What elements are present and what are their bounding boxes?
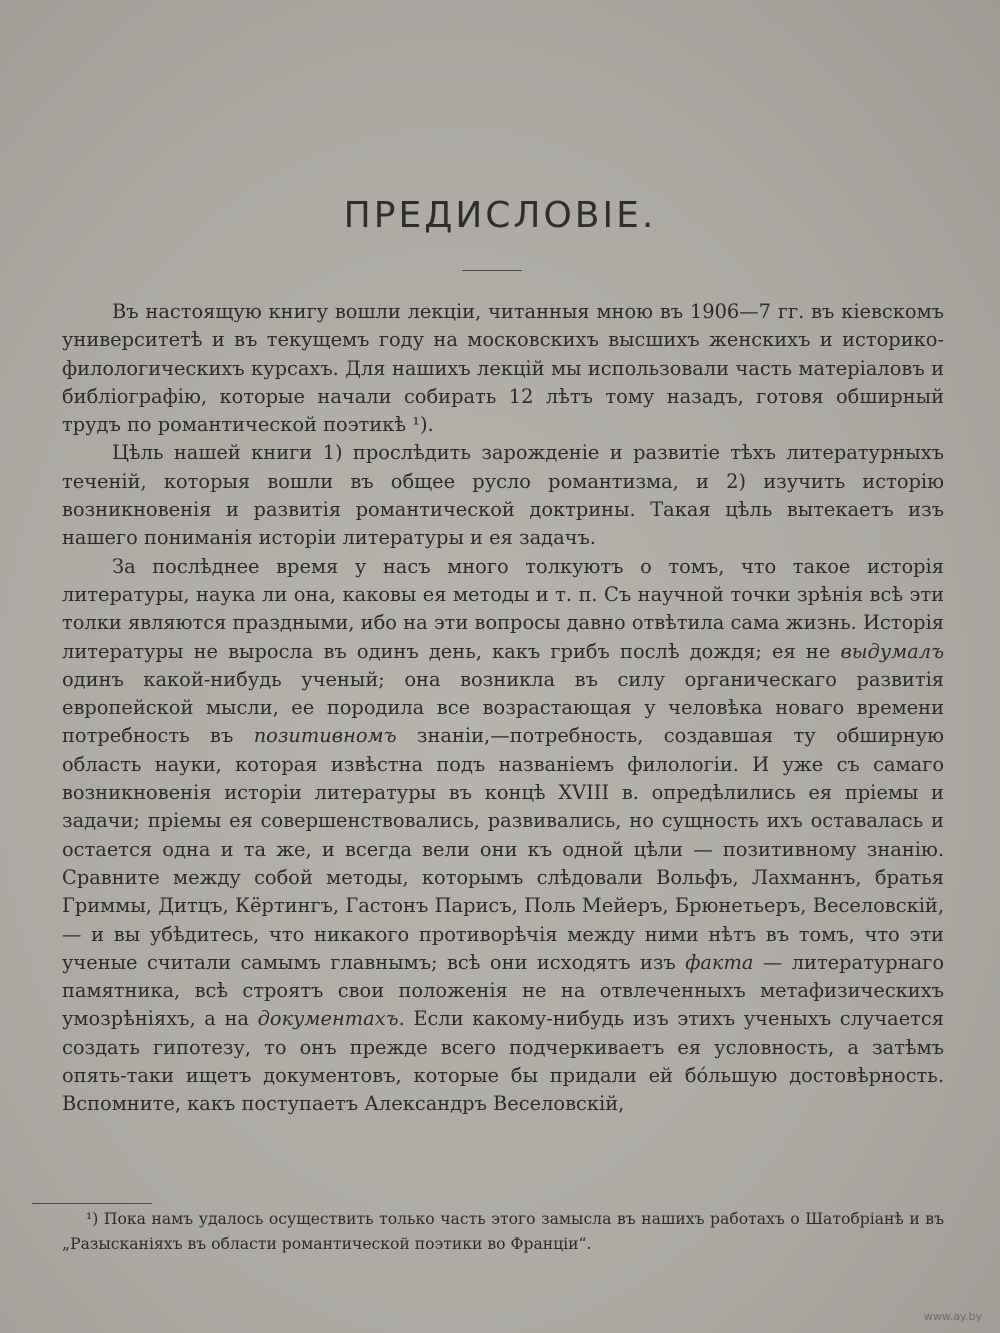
emphasis-dokumentakh: документахъ xyxy=(257,1007,399,1031)
main-text xyxy=(62,298,944,1119)
paragraph-3 xyxy=(62,553,944,1119)
paragraph-1: Въ настоящую книгу вошли лекціи, читанныя мною въ 1906—7 гг. въ кіевскомъ университетѣ и въ текущемъ году на московскихъ высшихъ женскихъ и историко-филологическихъ курсахъ. Для нашихъ лекцій мы использовали часть матеріаловъ и библіографію, которые начали собирать 12 лѣтъ тому назадъ, готовя обширный трудъ по романтической поэтикѣ ¹). xyxy=(62,300,944,437)
emphasis-fakta: факта xyxy=(685,950,754,974)
footnote: ¹) Пока намъ удалось осуществить только часть этого замысла въ нашихъ работахъ о Шатобріанѣ и въ „Разысканіяхъ въ области романтической поэтики во Франціи“. xyxy=(62,1210,944,1253)
paragraph-3-text-b: одинъ какой-нибудь ученый; она возникла въ силу органическаго развитія европейской мысли, ее породила все возрастающая у человѣка новаго времени потребность въ xyxy=(62,667,944,748)
emphasis-vydumal: выдумалъ xyxy=(840,639,944,663)
paragraph-2: Цѣль нашей книги 1) прослѣдить зарожденіе и развитіе тѣхъ литературныхъ теченій, которыя вошли въ общее русло романтизма, и 2) изучить исторію возникновенія и развитія романтической доктрины. Такая цѣль вытекаетъ изъ нашего пониманія исторіи литературы и ея задачъ. xyxy=(62,441,944,550)
watermark: www.ay.by xyxy=(923,1310,982,1323)
page-title: ПРЕДИСЛОВІЕ. xyxy=(343,195,657,236)
paragraph-3-text-d: — литературнаго памятника, всѣ строятъ свои положенія не на отвлеченныхъ метафизическихъ умозрѣніяхъ, а на xyxy=(62,950,944,1031)
paragraph-3-text-e: . Если какому-нибудь изъ этихъ ученыхъ случается создать гипотезу, то онъ прежде всего подчеркиваетъ ея условность, а затѣмъ опять-таки ищетъ документовъ, которые бы придали ей бо́льшую достовѣрность. Вспомните, какъ поступаетъ Александръ Веселовскій, xyxy=(62,1007,944,1116)
emphasis-pozitivnom: позитивномъ xyxy=(253,724,397,748)
paragraph-3-text-a: За послѣднее время у насъ много толкуютъ о томъ, что такое исторія литературы, наука ли она, каковы ея методы и т. п. Съ научной точки зрѣнія всѣ эти толки являются праздными, ибо на эти вопросы давно отвѣтила сама жизнь. Исторія литературы не выросла въ одинъ день, какъ грибъ послѣ дождя; ея не xyxy=(62,554,944,663)
paragraph-3-text-c: знаніи,—потребность, создавшая ту обширную область науки, которая извѣстна подъ названіемъ филологіи. И уже съ самаго возникновенія исторіи литературы въ концѣ XVIII в. опредѣлились ея пріемы и задачи; пріемы ея совершенствовались, развивались, но сущность ихъ оставалась и остается одна и та же, и всегда вели они къ одной цѣли — позитивному знанію. Сравните между собой методы, которымъ слѣдовали Вольфъ, Лахманнъ, братья Гриммы, Дитцъ, Кёртингъ, Гастонъ Парисъ, Поль Мейеръ, Брюнетьеръ, Веселовскій,— и вы убѣдитесь, что никакого противорѣчія между ними нѣтъ въ томъ, что эти ученые считали самымъ главнымъ; всѣ они исходятъ изъ xyxy=(62,724,944,974)
title-divider xyxy=(462,270,522,271)
footnote-divider xyxy=(32,1203,152,1204)
